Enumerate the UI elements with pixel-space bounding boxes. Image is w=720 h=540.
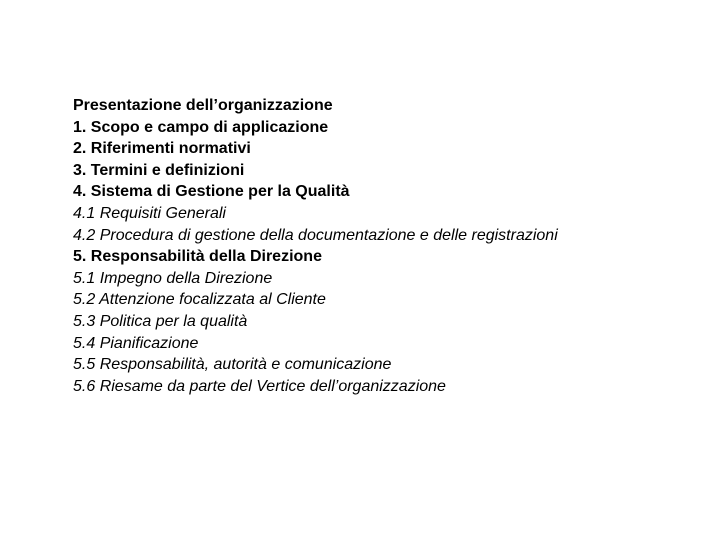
toc-item-4-sistema: 4. Sistema di Gestione per la Qualità xyxy=(73,183,350,201)
toc-item-5-6-riesame: 5.6 Riesame da parte del Vertice dell’organizzazione xyxy=(73,377,446,395)
toc-item-3-termini: 3. Termini e definizioni xyxy=(73,161,245,179)
toc-item-1-scopo: 1. Scopo e campo di applicazione xyxy=(73,118,329,136)
toc-item-5-5-responsabilita: 5.5 Responsabilità, autorità e comunicazione xyxy=(73,356,392,374)
toc-item-5-1-impegno: 5.1 Impegno della Direzione xyxy=(73,269,273,287)
toc-item-5-2-attenzione: 5.2 Attenzione focalizzata al Cliente xyxy=(73,291,326,309)
toc-item-2-riferimenti: 2. Riferimenti normativi xyxy=(73,140,251,158)
toc-item-4-2-procedura: 4.2 Procedura di gestione della documentazione e delle registrazioni xyxy=(73,226,558,244)
table-of-contents xyxy=(73,95,558,397)
toc-item-presentazione: Presentazione dell’organizzazione xyxy=(73,97,333,114)
toc-item-5-responsabilita: 5. Responsabilità della Direzione xyxy=(73,248,322,266)
toc-item-5-3-politica: 5.3 Politica per la qualità xyxy=(73,312,248,330)
toc-item-4-1-requisiti: 4.1 Requisiti Generali xyxy=(73,204,226,222)
toc-item-5-4-pianificazione: 5.4 Pianificazione xyxy=(73,334,199,352)
